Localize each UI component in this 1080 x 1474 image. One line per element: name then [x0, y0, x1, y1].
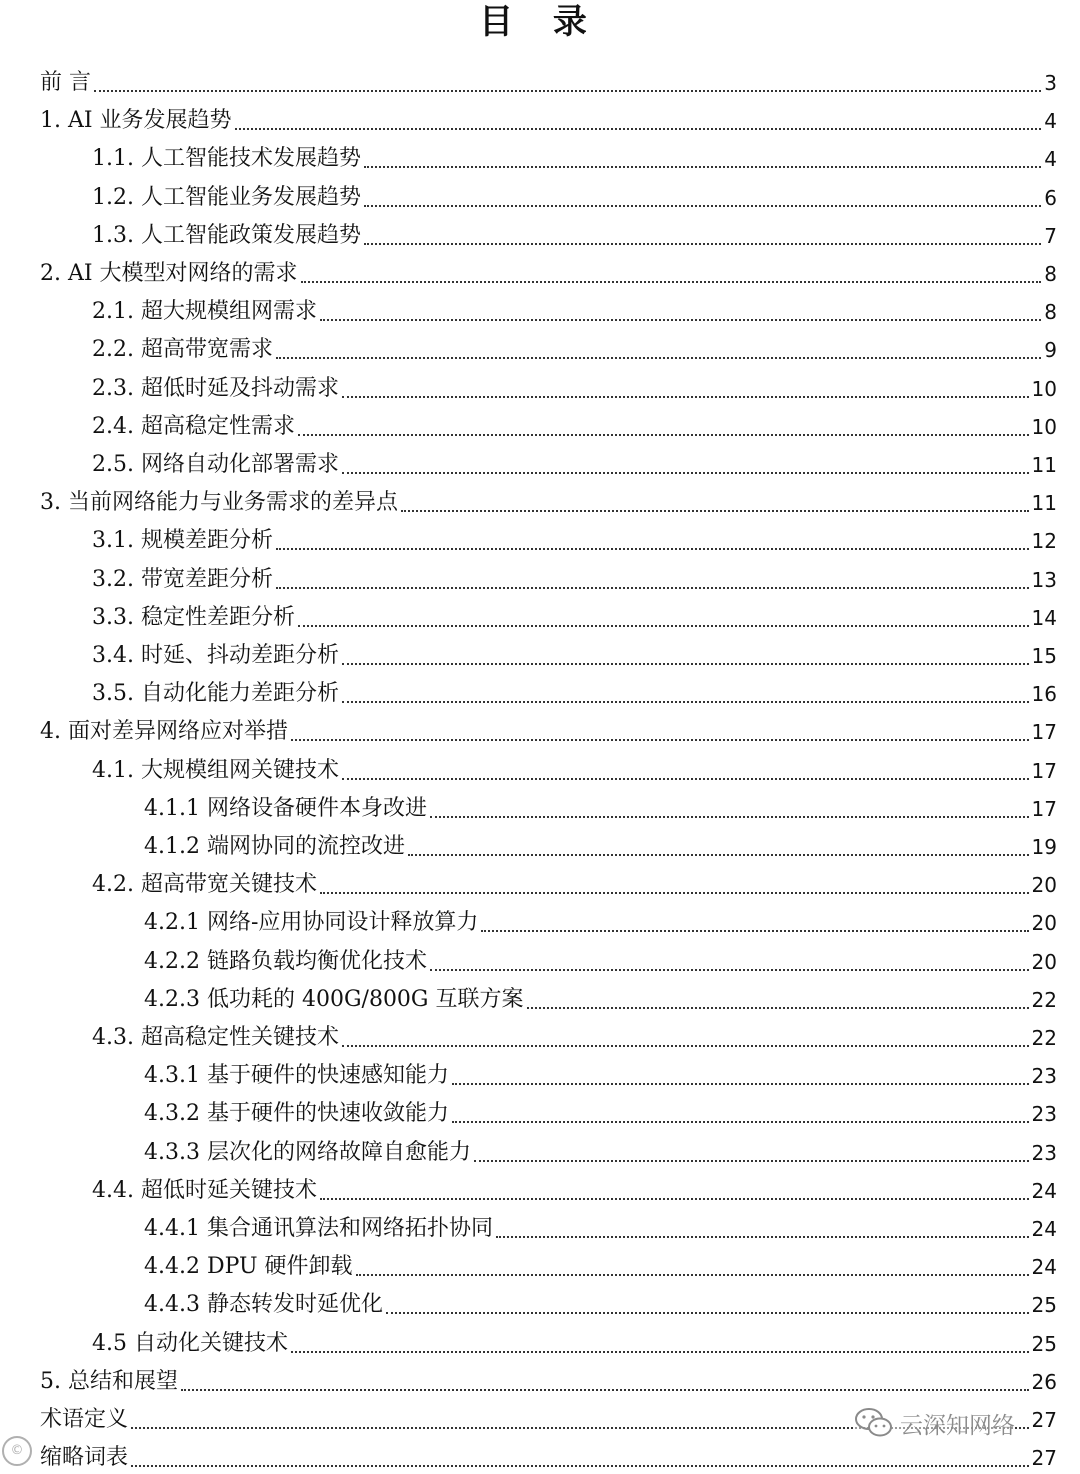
toc-entry[interactable] [0, 1206, 1057, 1244]
dot-leader [298, 434, 1029, 436]
dot-leader [401, 510, 1029, 512]
toc-entry-page-number: 25 [1031, 1293, 1057, 1318]
dot-leader [235, 128, 1042, 130]
toc-entry-page-number: 25 [1031, 1331, 1057, 1356]
dot-leader [320, 892, 1029, 894]
toc-entry-page-number: 15 [1031, 644, 1057, 668]
dot-leader [527, 1007, 1029, 1009]
toc-entry[interactable] [0, 595, 1057, 633]
toc-entry-page-number: 7 [1044, 223, 1057, 248]
dot-leader [342, 396, 1029, 398]
toc-entry[interactable] [0, 1282, 1057, 1320]
toc-entry[interactable] [0, 1130, 1057, 1168]
toc-entry-page-number: 20 [1031, 949, 1057, 974]
watermark-text: 云深知网络 [900, 1412, 1015, 1439]
toc-entry-page-number: 26 [1031, 1369, 1057, 1394]
toc-entry-page-number: 20 [1031, 911, 1057, 936]
toc-entry-page-number: 27 [1031, 1408, 1057, 1432]
toc-entry[interactable] [0, 1091, 1057, 1129]
toc-entry-label: 2.2. 超高带宽需求 [92, 335, 273, 365]
wechat-icon [854, 1406, 894, 1440]
dot-leader [481, 930, 1028, 932]
toc-entry-page-number: 24 [1031, 1217, 1057, 1241]
toc-entry-label: 4.4.1 集合通讯算法和网络拓扑协同 [144, 1214, 493, 1244]
toc-entry[interactable] [0, 289, 1057, 327]
dot-leader [301, 281, 1042, 283]
toc-entry[interactable] [0, 1168, 1057, 1206]
toc-entry-label: 4.5 自动化关键技术 [92, 1329, 288, 1359]
toc-entry[interactable] [0, 213, 1057, 251]
toc-entry-page-number: 23 [1031, 1140, 1057, 1165]
toc-entry[interactable] [0, 1321, 1057, 1359]
toc-entry-page-number: 8 [1044, 262, 1057, 286]
toc-entry-label: 缩略词表 [40, 1443, 128, 1473]
dot-leader [342, 701, 1029, 703]
dot-leader [364, 205, 1041, 207]
toc-entry[interactable] [0, 1435, 1057, 1473]
toc-entry-label: 3.5. 自动化能力差距分析 [92, 679, 339, 709]
toc-entry[interactable] [0, 709, 1057, 747]
toc-entry-page-number: 10 [1031, 414, 1057, 439]
toc-entry-page-number: 24 [1031, 1255, 1057, 1280]
toc-entry-label: 4.2.1 网络-应用协同设计释放算力 [144, 908, 478, 938]
toc-entry-page-number: 4 [1044, 109, 1057, 134]
dot-leader [342, 1045, 1029, 1047]
dot-leader [364, 166, 1041, 168]
toc-entry-label: 4.3.2 基于硬件的快速收敛能力 [144, 1099, 449, 1129]
toc-entry-page-number: 17 [1031, 796, 1057, 821]
dot-leader [342, 472, 1029, 474]
toc-entry-label: 3.1. 规模差距分析 [92, 526, 273, 556]
toc-entry-label: 4.3. 超高稳定性关键技术 [92, 1023, 339, 1053]
toc-entry-label: 1.2. 人工智能业务发展趋势 [92, 183, 361, 213]
toc-entry[interactable] [0, 327, 1057, 365]
toc-entry[interactable] [0, 671, 1057, 709]
toc-entry[interactable] [0, 251, 1057, 289]
toc-entry[interactable] [0, 824, 1057, 862]
toc-entry-label: 2. AI 大模型对网络的需求 [40, 259, 298, 289]
toc-entry-page-number: 10 [1031, 376, 1057, 401]
toc-entry[interactable] [0, 900, 1057, 938]
corner-mark: © [2, 1436, 32, 1466]
toc-entry-label: 4.2.3 低功耗的 400G/800G 互联方案 [144, 985, 524, 1015]
toc-entry[interactable] [0, 977, 1057, 1015]
toc-entry-label: 4.4.3 静态转发时延优化 [144, 1290, 383, 1320]
toc-entry[interactable] [0, 60, 1057, 98]
toc-entry[interactable] [0, 786, 1057, 824]
dot-leader [496, 1236, 1029, 1238]
watermark [854, 1406, 1015, 1440]
toc-entry-page-number: 3 [1044, 71, 1057, 95]
toc-entry[interactable] [0, 404, 1057, 442]
toc-entry[interactable] [0, 1053, 1057, 1091]
toc-entry-page-number: 12 [1031, 529, 1057, 554]
toc-entry-label: 1.1. 人工智能技术发展趋势 [92, 144, 361, 174]
toc-entry[interactable] [0, 136, 1057, 174]
dot-leader [276, 357, 1041, 359]
toc-entry-page-number: 6 [1044, 185, 1057, 210]
dot-leader [298, 625, 1029, 627]
toc-entry-page-number: 20 [1031, 873, 1057, 898]
toc-entry-page-number: 13 [1031, 567, 1057, 592]
toc-entry-page-number: 24 [1031, 1178, 1057, 1203]
toc-entry-label: 2.5. 网络自动化部署需求 [92, 450, 339, 480]
toc-entry-page-number: 14 [1031, 605, 1057, 630]
toc-entry-label: 1. AI 业务发展趋势 [40, 106, 232, 136]
toc-entry-page-number: 17 [1031, 758, 1057, 783]
toc-entry-label: 3.3. 稳定性差距分析 [92, 603, 295, 633]
toc-entry-label: 1.3. 人工智能政策发展趋势 [92, 221, 361, 251]
toc-entry-page-number: 19 [1031, 835, 1057, 859]
toc-entry-label: 2.3. 超低时延及抖动需求 [92, 374, 339, 404]
toc-entry-label: 3. 当前网络能力与业务需求的差异点 [40, 488, 398, 518]
dot-leader [276, 587, 1029, 589]
toc-entry-page-number: 4 [1044, 147, 1057, 172]
dot-leader [408, 854, 1029, 856]
toc-entry-label: 术语定义 [40, 1405, 128, 1435]
dot-leader [291, 1351, 1029, 1353]
toc-entry-page-number: 9 [1044, 338, 1057, 363]
toc-entry-label: 2.4. 超高稳定性需求 [92, 412, 295, 442]
dot-leader [320, 319, 1041, 321]
toc-entry[interactable] [0, 442, 1057, 480]
toc-entry-page-number: 17 [1031, 720, 1057, 745]
dot-leader [430, 969, 1029, 971]
toc-entry-page-number: 8 [1044, 300, 1057, 325]
toc-entry-label: 3.4. 时延、抖动差距分析 [92, 641, 339, 671]
toc-entry[interactable] [0, 98, 1057, 136]
toc-entry-page-number: 11 [1031, 491, 1057, 516]
dot-leader [342, 778, 1029, 780]
toc-entry-label: 4.4. 超低时延关键技术 [92, 1176, 317, 1206]
toc-entry-label: 4. 面对差异网络应对举措 [40, 717, 288, 747]
dot-leader [364, 243, 1041, 245]
dot-leader [452, 1083, 1029, 1085]
toc-entry[interactable] [0, 1244, 1057, 1282]
toc-entry-label: 4.1.1 网络设备硬件本身改进 [144, 794, 427, 824]
toc-entry-page-number: 22 [1031, 1026, 1057, 1050]
toc-entry-label: 2.1. 超大规模组网需求 [92, 297, 317, 327]
toc-entry-label: 5. 总结和展望 [40, 1367, 178, 1397]
toc-entry[interactable] [0, 518, 1057, 556]
toc-entry[interactable] [0, 1015, 1057, 1053]
dot-leader [181, 1389, 1029, 1391]
toc-entry-label: 4.1. 大规模组网关键技术 [92, 756, 339, 786]
toc-entry-label: 4.1.2 端网协同的流控改进 [144, 832, 405, 862]
dot-leader [320, 1198, 1029, 1200]
toc-entry-label: 4.3.1 基于硬件的快速感知能力 [144, 1061, 449, 1091]
toc-entry[interactable] [0, 175, 1057, 213]
dot-leader [356, 1274, 1029, 1276]
toc-entry-page-number: 11 [1031, 453, 1057, 477]
toc-entry-label: 4.2.2 链路负载均衡优化技术 [144, 947, 427, 977]
toc-entry[interactable] [0, 862, 1057, 900]
toc-entry[interactable] [0, 557, 1057, 595]
toc-entry-page-number: 22 [1031, 987, 1057, 1012]
toc-entry-page-number: 23 [1031, 1064, 1057, 1089]
dot-leader [452, 1121, 1029, 1123]
toc-entry-page-number: 16 [1031, 682, 1057, 707]
toc-entry-label: 前 言 [40, 68, 91, 98]
toc-entry-label: 4.4.2 DPU 硬件卸载 [144, 1252, 353, 1282]
page-title: 目 录 [479, 2, 601, 42]
dot-leader [276, 548, 1029, 550]
toc-entry-label: 4.3.3 层次化的网络故障自愈能力 [144, 1138, 471, 1168]
toc-entry-label: 3.2. 带宽差距分析 [92, 565, 273, 595]
toc-entry-page-number: 23 [1031, 1102, 1057, 1127]
dot-leader [474, 1160, 1029, 1162]
toc-entry[interactable] [0, 366, 1057, 404]
dot-leader [386, 1312, 1029, 1314]
toc-entry-label: 4.2. 超高带宽关键技术 [92, 870, 317, 900]
toc-entry[interactable] [0, 480, 1057, 518]
toc-entry[interactable] [0, 633, 1057, 671]
dot-leader [291, 739, 1029, 741]
dot-leader [342, 663, 1029, 665]
toc-entry[interactable] [0, 748, 1057, 786]
dot-leader [131, 1465, 1029, 1467]
dot-leader [430, 816, 1029, 818]
toc-entry[interactable] [0, 1359, 1057, 1397]
toc-entry[interactable] [0, 939, 1057, 977]
toc-entry-page-number: 27 [1031, 1446, 1057, 1471]
dot-leader [94, 90, 1041, 92]
